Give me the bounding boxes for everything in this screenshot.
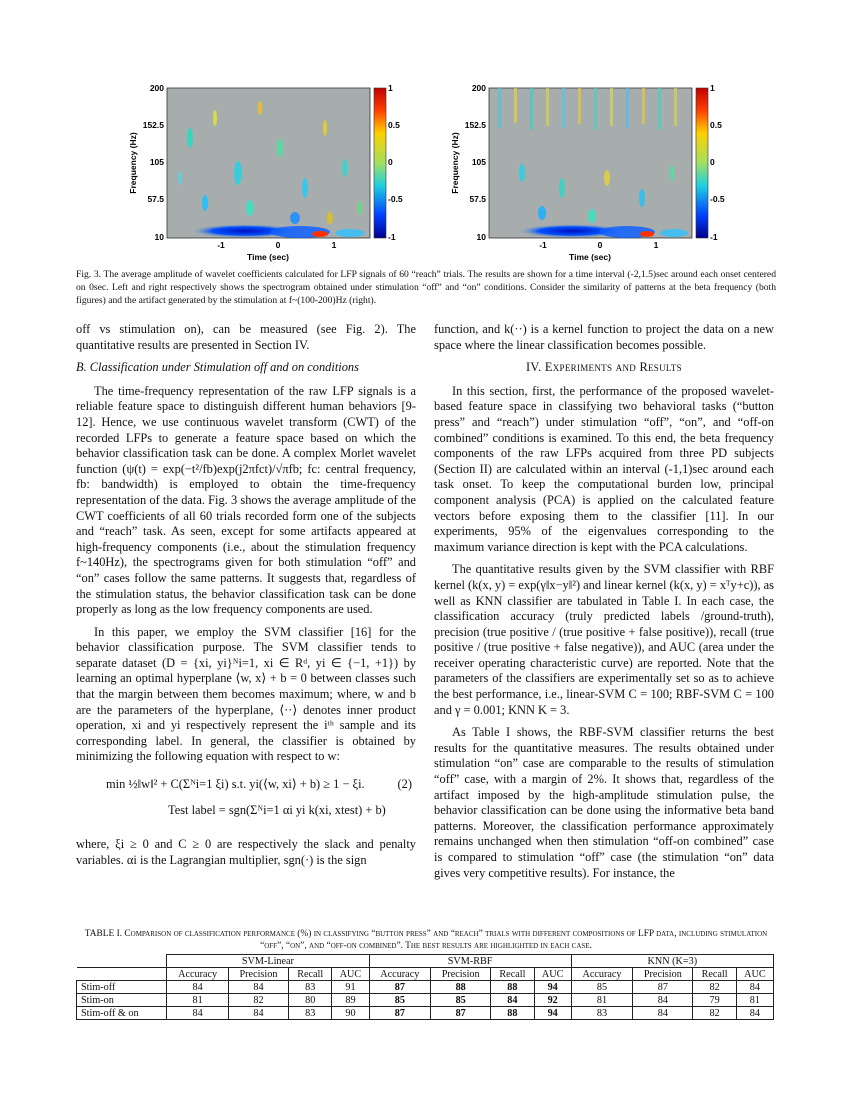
table-cell: 84: [228, 981, 288, 994]
table-cell: 83: [289, 1007, 332, 1020]
right-column: [434, 322, 774, 888]
table-cell: 84: [167, 1007, 229, 1020]
metric-header: AUC: [332, 968, 369, 981]
equation-line: min ½‖w‖² + C(Σᴺi=1 ξi) s.t. yi(⟨w, xi⟩ + b) ≥ 1 − ξi.: [106, 777, 365, 792]
y-axis-label: Frequency (Hz): [128, 132, 138, 194]
group-header: SVM-RBF: [369, 955, 571, 968]
ytick: 105: [149, 157, 164, 167]
figure-caption: Fig. 3. The average amplitude of wavelet coefficients calculated for LFP signals of 60 “reach” trials. The results are shown for a time interval (-2,1.5)sec around each onset centered on 0sec. Left and right respectively shows the spectrogram obtained under stimulation “off” and “on” conditions. Consider the similarity of patterns at the beta frequency (both figures) and the artifact generated by the stimulation at f~(100-200)Hz (right).: [76, 269, 776, 306]
table-group-header: [77, 955, 774, 968]
colorbar-tick: -0.5: [710, 194, 725, 204]
metric-header: Precision: [633, 968, 693, 981]
table-cell: 88: [431, 981, 491, 994]
table-cell: 80: [289, 994, 332, 1007]
paragraph: function, and k(··) is a kernel function to project the data on a new space where the linear classification becomes possible.: [434, 322, 774, 352]
xtick: -1: [539, 240, 547, 250]
table-cell: 94: [534, 1007, 571, 1020]
xtick: 1: [331, 240, 337, 250]
table-cell: 89: [332, 994, 369, 1007]
table-cell: 87: [369, 1007, 431, 1020]
table-cell: 82: [693, 1007, 736, 1020]
spectrogram-stim-on: [442, 78, 742, 268]
table-cell: 87: [633, 981, 693, 994]
table-cell: 85: [571, 981, 633, 994]
xtick: -1: [217, 240, 225, 250]
metric-header: AUC: [534, 968, 571, 981]
group-header: SVM-Linear: [167, 955, 369, 968]
y-axis-label: Frequency (Hz): [450, 132, 460, 194]
table-row: [77, 994, 774, 1007]
table-cell: 85: [431, 994, 491, 1007]
table-row: [77, 981, 774, 994]
table-cell: 85: [369, 994, 431, 1007]
colorbar-tick: 0.5: [710, 120, 722, 130]
ytick: 152.5: [464, 120, 486, 130]
table-cell: 84: [167, 981, 229, 994]
equation-2: [76, 775, 416, 827]
row-label: Stim-off & on: [77, 1007, 167, 1020]
xtick: 1: [653, 240, 659, 250]
xtick: 0: [597, 240, 603, 250]
table-title: TABLE I. Comparison of classification performance (%) in classifying “button press” and “reach” trials with different compositions of LFP data, including stimulation “off”, “on”, and “off-on combined”. The best results are highlighted in each case.: [84, 929, 768, 951]
table-cell: 79: [693, 994, 736, 1007]
table-cell: 87: [431, 1007, 491, 1020]
table-cell: 84: [228, 1007, 288, 1020]
colorbar: [374, 88, 386, 238]
table-metric-header: [77, 968, 774, 981]
colorbar-tick: 0.5: [388, 120, 400, 130]
ytick: 200: [149, 83, 164, 93]
table-cell: 81: [167, 994, 229, 1007]
paragraph: The quantitative results given by the SVM classifier with RBF kernel (k(x, y) = exp(γ‖x−y‖²) and linear kernel (k(x, y) = xᵀy+c)), as well as KNN classifier are tabulated in Table I. In each case, the classification accuracy (truly predicted labels /ground-truth), precision (true positive / (true positive + false positive)), recall (true positive / (true positive + false negative)), and AUC (area under the receiver operating characteristic curve) are reported. Note that the parameters of the classifiers are experimentally set so as to achieve the best performance, i.e., linear-SVM C = 100; RBF-SVM C = 100 and γ = 0.001; KNN K = 3.: [434, 562, 774, 717]
row-label: Stim-off: [77, 981, 167, 994]
table-cell: 90: [332, 1007, 369, 1020]
ytick: 152.5: [142, 120, 164, 130]
metric-header: Precision: [228, 968, 288, 981]
table-cell: 84: [633, 994, 693, 1007]
table-cell: 81: [571, 994, 633, 1007]
table-cell: 84: [736, 981, 773, 994]
equation-line: Test label = sgn(Σᴺi=1 αi yi k(xi, xtest) + b): [168, 803, 386, 818]
row-label: Stim-on: [77, 994, 167, 1007]
paragraph: As Table I shows, the RBF-SVM classifier returns the best results for the quantitative measures. The results obtained under stimulation “on” case are comparable to the results of stimulation “off” case, with a margin of 2%. It shows that, regardless of the artifact imposed by the high-amplitude stimulation pulse, the behavior classification can be done using the informative beta band patterns. Moreover, the classification performance approximately remains unchanged when then stimulation “off-on combined” case is compared to stimulation “off” case (the stimulation “on” data gives very competitive results). For instance, the: [434, 725, 774, 880]
table-cell: 94: [534, 981, 571, 994]
colorbar: [696, 88, 708, 238]
paragraph: In this section, first, the performance of the proposed wavelet-based feature space in classifying two behavioral tasks (“button press” and “reach”) under stimulation “off”, “on”, and “off-on combined” conditions is examined. To this end, the beta frequency components of the raw LFPs acquired from three PD subjects (Section II) are calculated within an interval (-1,1)sec around each task onset. To keep the computational burden low, principal component analysis (PCA) is applied on the calculated feature vectors before exposing them to the classifier [11]. In our experiments, 95% of the eigenvalues corresponding to the maximum variance direction is kept with the PCA calculations.: [434, 383, 774, 554]
section-heading: IV. Experiments and Results: [526, 360, 682, 375]
ytick: 10: [154, 232, 164, 242]
subsection-heading: B. Classification under Stimulation off and on conditions: [76, 360, 359, 375]
table-cell: 84: [491, 994, 534, 1007]
table-row: [77, 1007, 774, 1020]
x-axis-label: Time (sec): [569, 252, 611, 262]
table-cell: 83: [571, 1007, 633, 1020]
xtick: 0: [275, 240, 281, 250]
metric-header: Accuracy: [167, 968, 229, 981]
ytick: 105: [471, 157, 486, 167]
colorbar-tick: -1: [388, 232, 396, 242]
table-cell: 88: [491, 981, 534, 994]
table-cell: 88: [491, 1007, 534, 1020]
paragraph: The time-frequency representation of the raw LFP signals is a reliable feature space to distinguish different human behaviors [9-12]. Hence, we use continuous wavelet transform (CWT) of the recorded LFPs to generate a feature space based on which the behavior classification task can be done. A complex Morlet wavelet function (ψ(t) = exp(−t²/fb)exp(j2πfct)/√πfb; fc: central frequency, fb: bandwidth) is employed to obtain the time-frequency representation of the data. Fig. 3 shows the average amplitude of the CWT coefficients of all 60 trials recorded form one of the subjects and “reach” task. As seen, except for some artifacts appeared at high-frequency components (i.e., about the stimulation frequency f~140Hz), the spectrograms given for both stimulation “off” and “on” cases follow the same patterns. It suggests that, regardless of the stimulation status, the behavior classification task can be done properly as long as the low frequency components are used.: [76, 383, 416, 617]
table-cell: 83: [289, 981, 332, 994]
metric-header: AUC: [736, 968, 773, 981]
paragraph: In this paper, we employ the SVM classifier [16] for the behavior classification purpose. The SVM classifier tends to separate dataset (D = {xi, yi}ᴺi=1, xi ∈ Rᵈ, yi ∈ {−1, +1}) by learning an optimal hyperplane ⟨w, x⟩ + b = 0 between classes such that the margin between them becomes maximum; where, w and b are the parameters of the hyperplane, ⟨··⟩ denotes inner product operation, xi and yi respectively represent the iᵗʰ sample and its corresponding label. In general, the classifier is obtained by minimizing the following equation with respect to w:: [76, 624, 416, 764]
metric-header: Recall: [491, 968, 534, 981]
metric-header: Accuracy: [369, 968, 431, 981]
spectrogram-stim-off: [120, 78, 420, 268]
metric-header: Accuracy: [571, 968, 633, 981]
left-column: [76, 322, 416, 875]
table-cell: 84: [633, 1007, 693, 1020]
group-header: KNN (K=3): [571, 955, 773, 968]
paragraph: where, ξi ≥ 0 and C ≥ 0 are respectively the slack and penalty variables. αi is the Lagrangian multiplier, sgn(·) is the sign: [76, 837, 416, 867]
ytick: 57.5: [147, 194, 164, 204]
table-cell: 82: [693, 981, 736, 994]
table-cell: 91: [332, 981, 369, 994]
colorbar-tick: 0: [710, 157, 715, 167]
table-cell: 84: [736, 1007, 773, 1020]
figure-3: [0, 0, 850, 320]
colorbar-tick: 1: [388, 83, 393, 93]
ytick: 10: [476, 232, 486, 242]
metric-header: Recall: [289, 968, 332, 981]
ytick: 200: [471, 83, 486, 93]
equation-number: (2): [397, 777, 412, 792]
ytick: 57.5: [469, 194, 486, 204]
colorbar-tick: 1: [710, 83, 715, 93]
table-cell: 81: [736, 994, 773, 1007]
colorbar-tick: -0.5: [388, 194, 403, 204]
table-corner: [77, 955, 167, 968]
metric-header: Recall: [693, 968, 736, 981]
x-axis-label: Time (sec): [247, 252, 289, 262]
colorbar-tick: 0: [388, 157, 393, 167]
table-cell: 82: [228, 994, 288, 1007]
paragraph: off vs stimulation on), can be measured (see Fig. 2). The quantitative results are presented in Section IV.: [76, 322, 416, 352]
metric-header: Precision: [431, 968, 491, 981]
colorbar-tick: -1: [710, 232, 718, 242]
results-table: [76, 954, 774, 1020]
table-cell: 92: [534, 994, 571, 1007]
table-corner: [77, 968, 167, 981]
table-cell: 87: [369, 981, 431, 994]
